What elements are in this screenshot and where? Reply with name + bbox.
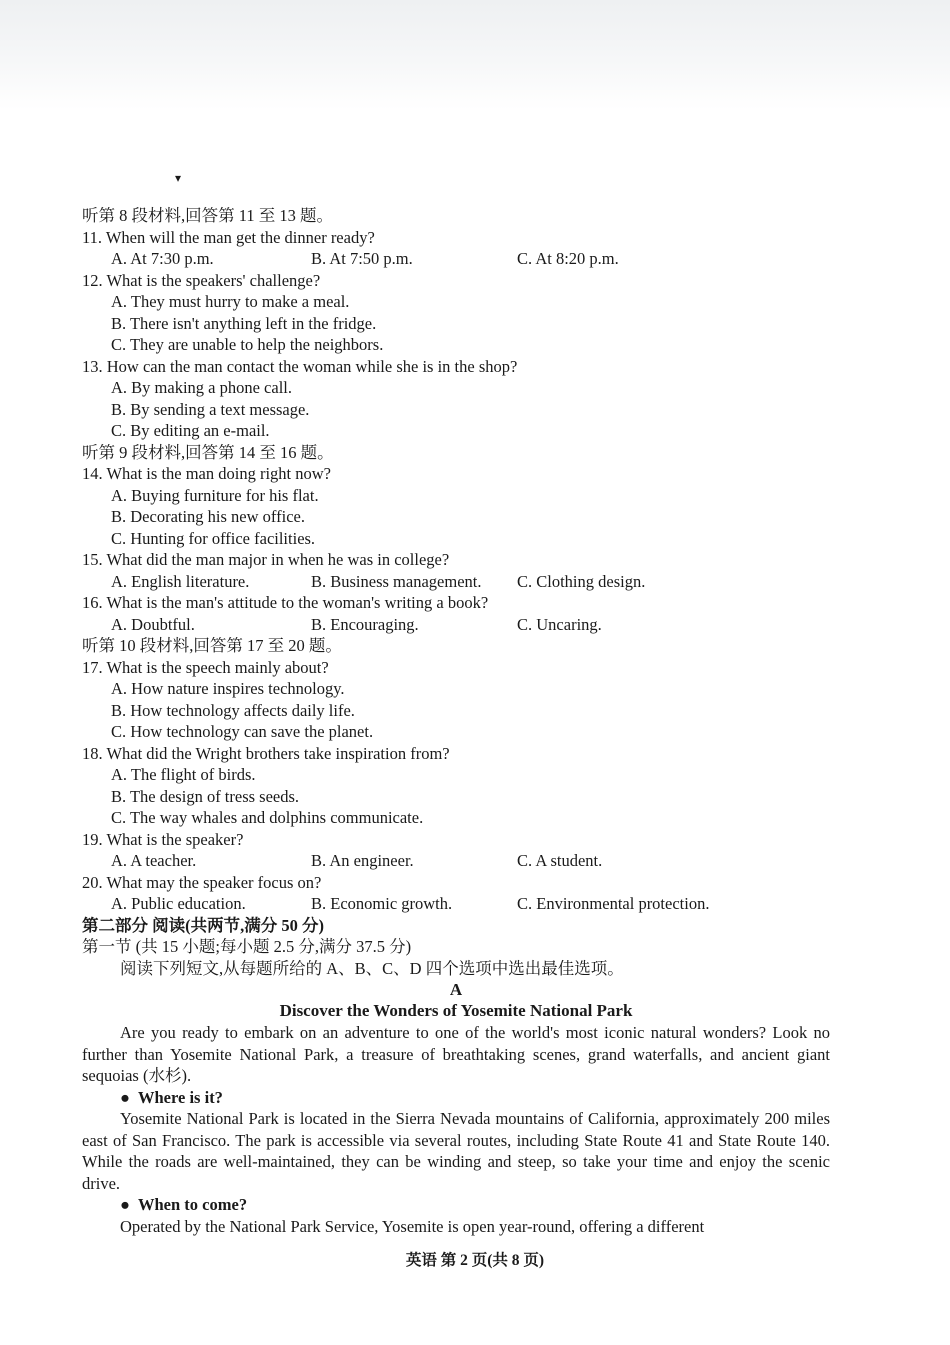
q16-option-a: A. Doubtful.: [111, 614, 195, 634]
when-heading-row: [82, 1194, 830, 1216]
q12-option-c: C. They are unable to help the neighbors.: [111, 335, 384, 354]
q17-option-c: C. How technology can save the planet.: [111, 722, 374, 741]
section-intro-8: 听第 8 段材料,回答第 11 至 13 题。: [82, 206, 334, 225]
section-intro-9: 听第 9 段材料,回答第 14 至 16 题。: [82, 442, 334, 462]
question-15-stem: 15. What did the man major in when he was in college?: [82, 550, 450, 569]
q12-option-b: B. There isn't anything left in the fridge.: [111, 313, 377, 333]
q15-option-c: C. Clothing design.: [517, 571, 646, 591]
bullet-icon: ●: [120, 1087, 130, 1107]
q11-option-b: B. At 7:50 p.m.: [311, 249, 413, 268]
page-footer: 英语 第 2 页(共 8 页): [405, 1252, 545, 1269]
q15-option-a: A. English literature.: [111, 571, 250, 591]
q14-option-b: B. Decorating his new office.: [111, 507, 305, 526]
q11-option-a: A. At 7:30 p.m.: [111, 249, 214, 268]
exam-page: [82, 205, 830, 1237]
question-17-stem: 17. What is the speech mainly about?: [82, 657, 329, 677]
question-19-stem: 19. What is the speaker?: [82, 829, 244, 849]
question-20-stem: 20. What may the speaker focus on?: [82, 872, 322, 892]
q18-option-b: B. The design of tress seeds.: [111, 786, 300, 806]
stray-mark: ▾: [175, 171, 182, 185]
question-16-options: [82, 614, 830, 636]
when-heading: When to come?: [138, 1195, 248, 1214]
where-paragraph: Yosemite National Park is located in the Sierra Nevada mountains of California, approximately 200 miles east of San Francisco. The park is accessible via several routes, including State Route 41 and State Route 140. While the roads are well-maintained, they can be winding and steep, so take your time and enjoy the scenic drive.: [82, 1109, 830, 1193]
question-19-options: [82, 850, 830, 872]
question-13-stem: 13. How can the man contact the woman while she is in the shop?: [82, 356, 518, 376]
part-2-heading: 第二部分 阅读(共两节,满分 50 分): [82, 915, 324, 935]
q12-option-a: A. They must hurry to make a meal.: [111, 292, 350, 311]
where-heading: Where is it?: [138, 1087, 223, 1107]
passage-intro: Are you ready to embark on an adventure to one of the world's most iconic natural wonders? Look no further than Yosemite National Park, a treasure of breathtaking scenes, grand waterfalls, and ancient giant sequoias (水杉).: [82, 1023, 830, 1085]
q11-option-c: C. At 8:20 p.m.: [517, 249, 619, 268]
q16-option-c: C. Uncaring.: [517, 614, 602, 634]
section-1-heading: 第一节 (共 15 小题;每小题 2.5 分,满分 37.5 分): [82, 937, 412, 956]
q19-option-b: B. An engineer.: [311, 851, 414, 870]
question-11-options: [82, 248, 830, 270]
q17-option-a: A. How nature inspires technology.: [111, 679, 345, 698]
where-heading-row: [82, 1087, 830, 1109]
q13-option-b: B. By sending a text message.: [111, 399, 310, 419]
question-12-stem: 12. What is the speakers' challenge?: [82, 270, 321, 290]
reading-instruction: 阅读下列短文,从每题所给的 A、B、C、D 四个选项中选出最佳选项。: [120, 958, 624, 978]
question-15-options: [82, 571, 830, 593]
q13-option-a: A. By making a phone call.: [111, 378, 293, 397]
question-20-options: [82, 893, 830, 915]
q18-option-c: C. The way whales and dolphins communicate.: [111, 808, 424, 827]
q17-option-b: B. How technology affects daily life.: [111, 700, 355, 720]
passage-title: Discover the Wonders of Yosemite National Park: [279, 1001, 633, 1020]
q20-option-c: C. Environmental protection.: [517, 894, 710, 913]
q18-option-a: A. The flight of birds.: [111, 765, 256, 784]
q14-option-c: C. Hunting for office facilities.: [111, 528, 316, 548]
q13-option-c: C. By editing an e-mail.: [111, 421, 270, 440]
scan-top-shading: [0, 0, 950, 110]
bullet-icon: ●: [120, 1195, 130, 1214]
question-18-stem: 18. What did the Wright brothers take inspiration from?: [82, 743, 450, 763]
q19-option-a: A. A teacher.: [111, 851, 197, 870]
q14-option-a: A. Buying furniture for his flat.: [111, 485, 319, 505]
question-11-stem: 11. When will the man get the dinner ready?: [82, 227, 375, 247]
section-intro-10: 听第 10 段材料,回答第 17 至 20 题。: [82, 636, 342, 655]
q20-option-a: A. Public education.: [111, 894, 246, 913]
q20-option-b: B. Economic growth.: [311, 894, 453, 913]
q16-option-b: B. Encouraging.: [311, 614, 419, 634]
passage-label: A: [449, 980, 463, 999]
when-paragraph: Operated by the National Park Service, Yosemite is open year-round, offering a different: [120, 1216, 705, 1236]
q19-option-c: C. A student.: [517, 851, 603, 870]
question-14-stem: 14. What is the man doing right now?: [82, 464, 331, 483]
question-16-stem: 16. What is the man's attitude to the woman's writing a book?: [82, 593, 489, 612]
q15-option-b: B. Business management.: [311, 571, 482, 591]
